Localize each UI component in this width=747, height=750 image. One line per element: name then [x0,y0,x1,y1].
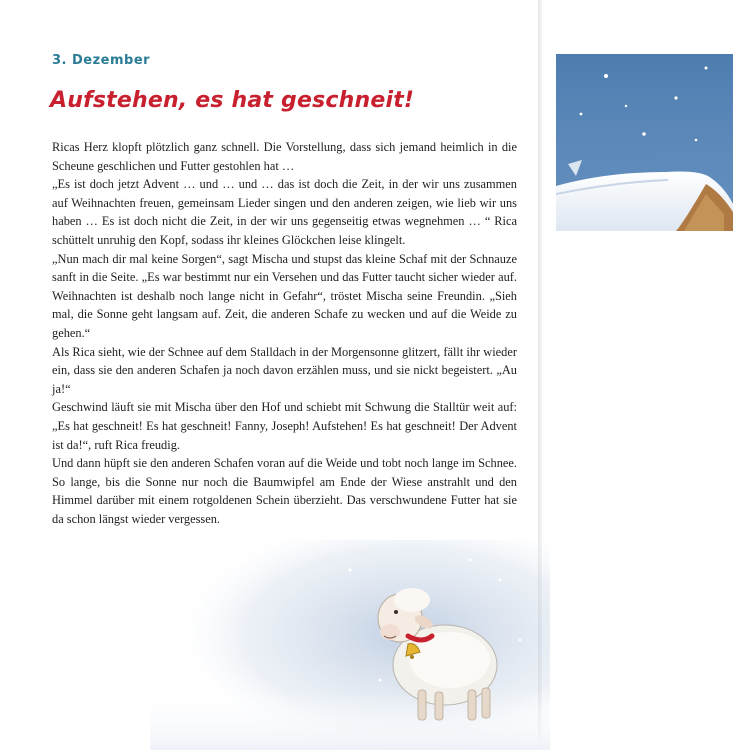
story-text [52,138,517,528]
story-paragraph: Ricas Herz klopft plötzlich ganz schnell. Die Vorstellung, dass sich jemand heimlich in die Scheune geschlichen und Futter gestohlen hat … [52,140,517,173]
chapter-title: Aufstehen, es hat geschneit! [50,88,415,113]
sheep-illustration [150,540,550,750]
story-paragraph: „Nun mach dir mal keine Sorgen“, sagt Mischa und stupst das kleine Schaf mit der Schnauze sanft in die Seite. „Es war bestimmt nur ein Versehen und das Futter taucht sicher wieder auf. Weihnachten ist deshalb noch lange nicht in Gefahr“, tröstet Mischa seine Freundin. „Sieh mal, die Sonne geht langsam auf. Zeit, die anderen Schafe zu wecken und auf die Weide zu gehen.“ [52,251,517,340]
snowy-barn-illustration [556,54,733,231]
story-paragraph: Geschwind läuft sie mit Mischa über den Hof und schiebt mit Schwung die Stalltür weit auf: „Es hat geschneit! Es hat geschneit! Fanny, Joseph! Aufstehen! Es hat geschneit! Der Advent ist da!“, ruft Rica freudig. [52,400,517,452]
chapter-date: 3. Dezember [52,53,151,68]
story-paragraph: Als Rica sieht, wie der Schnee auf dem Stalldach in der Morgensonne glitzert, fällt ihr wieder ein, dass sie den anderen Schafen ja noch davon erzählen muss, und sie nickt begeistert. „Au ja!“ [52,344,517,396]
story-paragraph: „Es ist doch jetzt Advent … und … und … das ist doch die Zeit, in der wir uns zusammen auf Weihnachten freuen, gemeinsam Lieder singen und den anderen zeigen, wie lieb wir uns haben … Es ist doch nicht die Zeit, in der wir uns gegenseitig etwas wegnehmen … “ Rica schüttelt unruhig den Kopf, sodass ihr kleines Glöckchen leise klingelt. [52,177,517,247]
story-paragraph: Und dann hüpft sie den anderen Schafen voran auf die Weide und tobt noch lange im Schnee. So lange, bis die Sonne nur noch die Baumwipfel am Ende der Wiese anstrahlt und den Himmel darüber mit einem rotgoldenen Schein überzieht. Das verschwundene Futter hat sie da schon längst wieder vergessen. [52,456,517,526]
